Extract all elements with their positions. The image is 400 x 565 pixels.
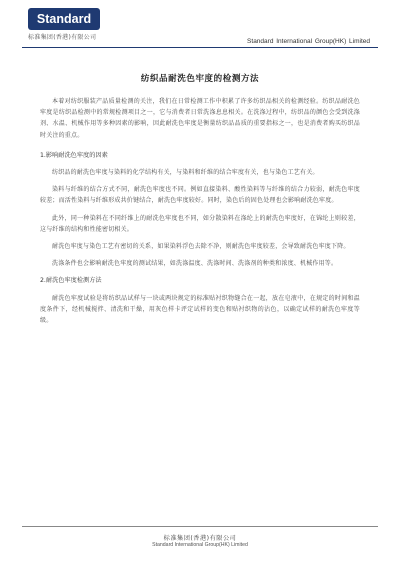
logo-text: Standard [36,12,92,26]
paragraph-2: 染料与纤维的结合方式不同，耐洗色牢度也不同。例如直接染料、酸性染料等与纤维的结合力较弱，耐洗色牢度较差；而活性染料与纤维形成共价键结合，耐洗色牢度较好。同时，染色后的固色处理也会影响耐洗色牢度。 [40,186,360,205]
company-logo [28,8,100,30]
section-heading-1: 1.影响耐洗色牢度的因素 [40,151,108,159]
paragraph-3: 此外，同一种染料在不同纤维上的耐洗色牢度也不同，如分散染料在涤纶上的耐洗色牢度好，在锦纶上则较差，这与纤维的结构和性能密切相关。 [40,214,360,233]
page-footer [0,526,400,565]
header-company-name-cn: 标准集团(香港)有限公司 [28,34,97,41]
paragraph-intro: 本着对纺织服装产品质量检测的关注，我们在日常检测工作中积累了许多纺织品相关的检测经验。纺织品耐洗色牢度是纺织品检测中的常规检测项目之一，它与消费者日常洗涤息息相关。在洗涤过程中，纺织品的颜色会受到洗涤剂、水温、机械作用等多种因素的影响，因此耐洗色牢度是衡量纺织品品质的重要指标之一，也是消费者购买纺织品时关注的重点。 [40,98,360,139]
footer-company-name-en: Standard International Group(HK) Limited [152,542,248,548]
page-header [0,0,400,50]
paragraph-4: 耐洗色牢度与染色工艺有密切的关系，如果染料浮色去除不净，则耐洗色牢度较差，会导致耐洗色牢度下降。 [52,243,350,251]
section-heading-2: 2.耐洗色牢度检测方法 [40,277,102,285]
document-title: 纺织品耐洗色牢度的检测方法 [140,74,260,84]
document-body [40,96,360,326]
paragraph-1: 纺织品的耐洗色牢度与染料的化学结构有关，与染料和纤维的结合牢度有关，也与染色工艺有关。 [52,169,319,177]
header-company-name-en: Standard International Group(HK) Limited [247,38,370,45]
footer-divider [22,526,378,527]
paragraph-6: 耐洗色牢度试验是将纺织品试样与一块或两块规定的标准贴衬织物缝合在一起，放在皂液中，在规定的时间和温度条件下，经机械搅拌、清洗和干燥，用灰色样卡评定试样的变色和贴衬织物的沾色，以确定试样的耐洗色牢度等级。 [40,294,360,325]
footer-company-name-cn: 标准集团(香港)有限公司 [163,535,237,542]
header-divider [22,47,378,48]
paragraph-5: 洗涤条件也会影响耐洗色牢度的测试结果，如洗涤温度、洗涤时间、洗涤剂的种类和浓度、机械作用等。 [52,260,338,268]
